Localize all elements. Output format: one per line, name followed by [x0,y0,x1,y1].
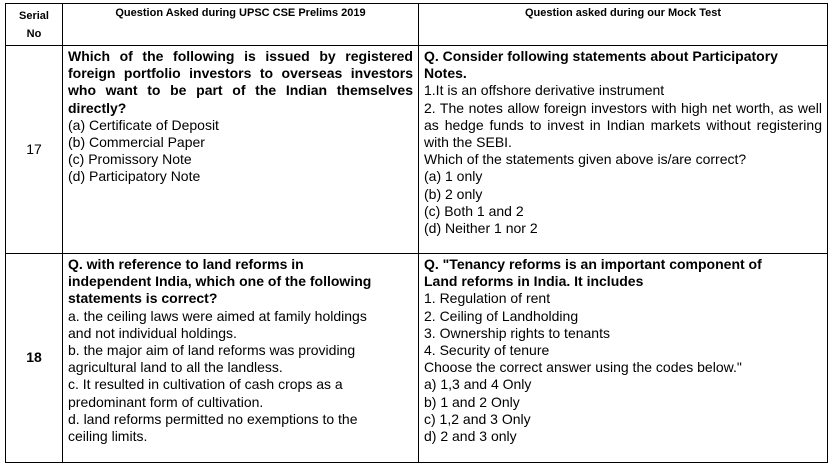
statement: 1.It is an offshore derivative instrument [424,82,665,99]
option-line: d. land reforms permitted no exemptions to the [68,410,358,427]
option: (b) Commercial Paper [68,134,205,151]
list-item: 4. Security of tenure [424,342,550,359]
list-item: 2. Ceiling of Landholding [424,307,579,324]
upsc-question-cell [63,254,419,463]
mock-question-line: Q. "Tenancy reforms is an important component of [424,256,762,272]
option: (c) Both 1 and 2 [424,202,524,219]
option-line: b. the major aim of land reforms was providing [68,342,356,359]
header-mock: Question asked during our Mock Test [419,4,828,46]
header-serial: Serial No [6,4,63,46]
option-line: agricultural land to all the landless. [68,359,283,376]
upsc-question-line: statements is correct? [68,290,218,307]
option-line: and not individual holdings. [68,324,237,341]
serial-cell: 17 [6,46,63,254]
mock-question-text: Q. Consider following statements about Participatory Notes. [424,48,778,82]
header-row [6,4,828,46]
option: (c) Promissory Note [68,151,192,168]
table-row [6,46,828,254]
upsc-question-line: Q. with reference to land reforms in [68,256,304,272]
mock-question-cell [419,254,828,463]
option: (a) 1 only [424,168,483,185]
option-line: c. It resulted in cultivation of cash crops as a [68,376,343,393]
upsc-question-line: independent India, which one of the following [68,273,372,290]
mock-question-line: Land reforms in India. It includes [424,273,644,290]
list-item: 1. Regulation of rent [424,290,551,307]
option: (d) Participatory Note [68,168,201,185]
option: a) 1,3 and 4 Only [424,376,532,393]
option: d) 2 and 3 only [424,428,517,445]
statement: 2. The notes allow foreign investors with high net worth, as well as hedge funds to invest in Indian markets without registering with the SEBI. [424,99,822,151]
comparison-table [5,3,828,463]
upsc-question-cell [63,46,419,254]
mock-question-cell [419,46,828,254]
serial-cell: 18 [6,254,63,463]
upsc-question-text: Which of the following is issued by registered foreign portfolio investors to overseas investors who want to be part of the Indian themselves directly? [68,48,413,116]
option: (d) Neither 1 nor 2 [424,220,538,237]
list-item: 3. Ownership rights to tenants [424,324,610,341]
option: (b) 2 only [424,185,483,202]
prompt-text: Which of the statements given above is/are correct? [424,151,747,168]
option: c) 1,2 and 3 Only [424,410,531,427]
option-line: ceiling limits. [68,428,148,445]
option-line: a. the ceiling laws were aimed at family holdings [68,307,367,324]
table-row [6,254,828,463]
option-line: predominant form of cultivation. [68,393,264,410]
option: (a) Certificate of Deposit [68,116,219,133]
prompt-text: Choose the correct answer using the codes below." [424,359,742,376]
header-upsc: Question Asked during UPSC CSE Prelims 2019 [63,4,419,46]
option: b) 1 and 2 Only [424,393,520,410]
